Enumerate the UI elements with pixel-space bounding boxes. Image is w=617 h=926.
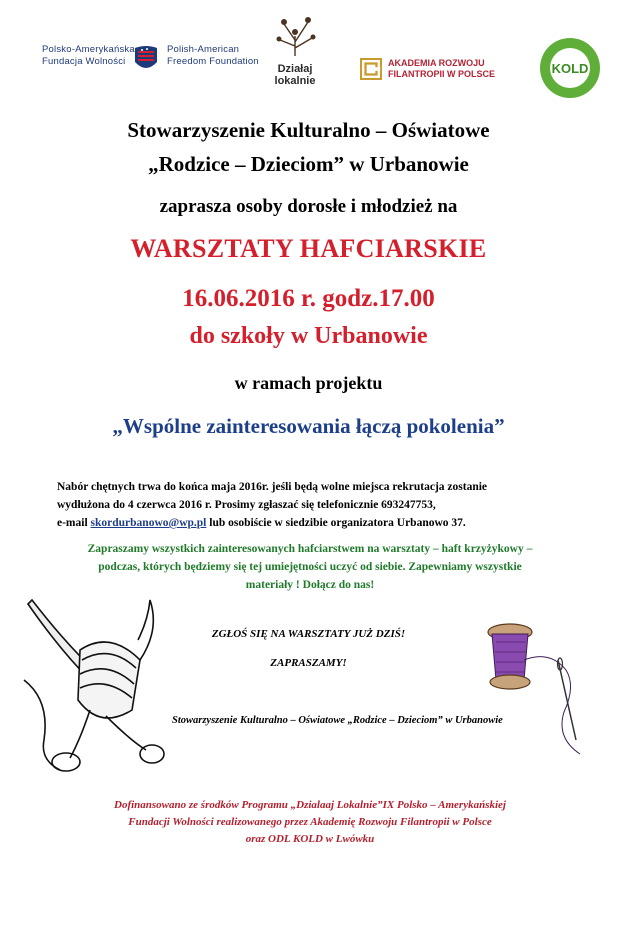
funding-info [40, 797, 580, 848]
recruitment-line3 [57, 514, 577, 532]
arfp-mark-icon [360, 58, 382, 80]
invite-text: zaprasza osoby dorosłe i młodzież na [159, 196, 458, 217]
signature-text: Stowarzyszenie Kulturalno – Oświatowe „Rodzice – Dzieciom” w Urbanowie [172, 715, 503, 726]
pafw-pl-line1: Polsko-Amerykańska [42, 44, 135, 55]
kold-text: KOLD [551, 61, 589, 76]
email-link[interactable]: skordurbanowo@wp.pl [90, 517, 207, 529]
arfp-line2: FILANTROPII W POLSCE [388, 69, 495, 79]
recruitment-line1: Nabór chętnych trwa do końca maja 2016r. jeśli będą wolne miejsca rekrutacja zostanie [57, 481, 488, 493]
dzialaj-lokalnie-logo [262, 10, 328, 90]
thread-spool-illustration [480, 620, 590, 760]
arfp-logo [360, 56, 510, 86]
welcome-line3: materiały ! Dołącz do nas! [245, 579, 375, 591]
welcome-line2: podczas, których będziemy się tej umiejętności uczyć od siebie. Zapewniamy wszystkie [98, 561, 522, 573]
svg-text:Działaj: Działaj [277, 63, 313, 75]
arfp-line1: AKADEMIA ROZWOJU [388, 58, 485, 68]
project-name: „Wspólne zainteresowania łączą pokolenia” [112, 414, 505, 438]
organization-line1: Stowarzyszenie Kulturalno – Oświatowe [127, 118, 490, 142]
event-place: do szkoły w Urbanowie [189, 323, 428, 349]
organization-line2: „Rodzice – Dzieciom” w Urbanowie [148, 152, 469, 176]
recruitment-info [57, 478, 577, 532]
thimble-scissors-illustration [20, 590, 170, 775]
event-date: 16.06.2016 r. godz.17.00 [182, 285, 435, 312]
invite-closing: ZAPRASZAMY! [270, 657, 347, 669]
funding-line3: oraz ODL KOLD w Lwówku [245, 833, 375, 845]
event-title: WARSZTATY HAFCIARSKIE [130, 234, 487, 263]
signup-call: ZGŁOŚ SIĘ NA WARSZTATY JUŻ DZIŚ! [211, 628, 406, 640]
welcome-text [60, 540, 560, 594]
svg-text:lokalnie: lokalnie [274, 75, 316, 87]
recruitment-line3-rest: lub osobiście w siedzibie organizatora Urbanowo 37. [206, 517, 466, 529]
pafw-pl-line2: Fundacja Wolności [42, 56, 126, 67]
welcome-line1: Zapraszamy wszystkich zainteresowanych hafciarstwem na warsztaty – haft krzyżykowy – [87, 543, 533, 555]
framework-text: w ramach projektu [234, 373, 383, 393]
email-prefix: e-mail [57, 517, 91, 529]
pafw-en-line2: Freedom Foundation [167, 56, 259, 67]
flag-icon [133, 44, 159, 72]
funding-line1: Dofinansowano ze środków Programu „Dzialaaj Lokalnie”IX Polsko – Amerykańskiej [114, 799, 506, 811]
recruitment-line2: wydłużona do 4 czerwca 2016 r. Prosimy zgłaszać się telefonicznie 693247753, [57, 499, 436, 511]
pafw-logo [42, 42, 282, 82]
kold-logo [538, 36, 602, 100]
pafw-en-line1: Polish-American [167, 44, 240, 55]
funding-line2: Fundacji Wolności realizowanego przez Akademię Rozwoju Filantropii w Polsce [128, 816, 492, 828]
